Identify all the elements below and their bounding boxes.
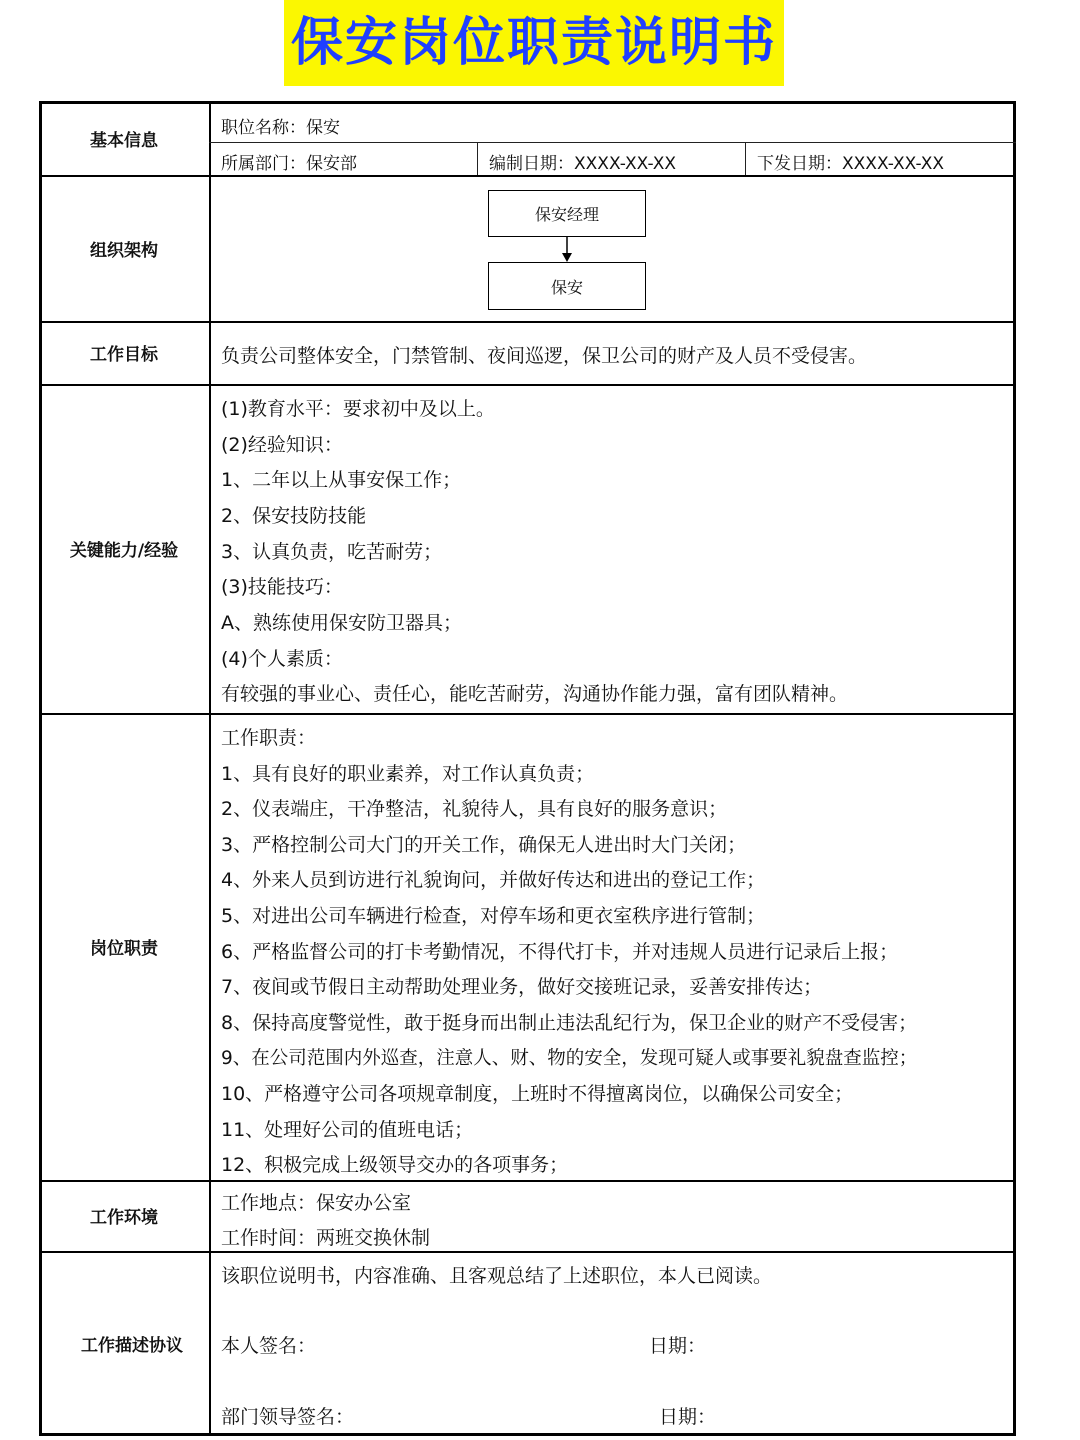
self-signature-field[interactable]: 本人签名：	[221, 1335, 317, 1357]
compile-date: 编制日期：XXXX-XX-XX	[489, 154, 677, 174]
leader-signature-field[interactable]: 部门领导签名：	[221, 1406, 355, 1428]
ability-line: (2)经验知识：	[221, 434, 343, 456]
label-column-divider	[209, 101, 211, 1436]
ability-line: (1)教育水平：要求初中及以上。	[221, 398, 495, 420]
duty-line: 9、在公司范围内外巡查，注意人、财、物的安全，发现可疑人或事要礼貌盘查监控；	[221, 1048, 918, 1069]
duty-line: 7、夜间或节假日主动帮助处理业务，做好交接班记录，妥善安排传达；	[221, 976, 823, 998]
ability-line: 有较强的事业心、责任心，能吃苦耐劳，沟通协作能力强，富有团队精神。	[221, 683, 849, 705]
duties-label: 岗位职责	[90, 939, 158, 959]
agreement-label: 工作描述协议	[81, 1336, 183, 1356]
self-sign-date-field[interactable]: 日期：	[649, 1335, 707, 1357]
agreement-statement: 该职位说明书，内容准确、且客观总结了上述职位，本人已阅读。	[221, 1265, 773, 1287]
department: 所属部门：保安部	[221, 154, 357, 174]
ability-line: (3)技能技巧：	[221, 576, 343, 598]
environment-label: 工作环境	[90, 1208, 158, 1228]
duty-line: 1、具有良好的职业素养，对工作认真负责；	[221, 763, 595, 785]
basic-info-divider	[745, 143, 746, 175]
ability-label: 关键能力/经验	[69, 541, 179, 561]
ability-line: 1、二年以上从事安保工作；	[221, 469, 462, 491]
org-node-manager: 保安经理	[488, 190, 646, 237]
work-location: 工作地点：保安办公室	[221, 1192, 412, 1214]
ability-line: 2、保安技防技能	[221, 505, 367, 527]
ability-line: 3、认真负责，吃苦耐劳；	[221, 541, 443, 563]
leader-sign-date-field[interactable]: 日期：	[659, 1406, 717, 1428]
goal-label: 工作目标	[90, 345, 158, 365]
org-structure-label: 组织架构	[90, 240, 158, 261]
ability-line: A、熟练使用保安防卫器具；	[221, 612, 462, 634]
issue-date: 下发日期：XXXX-XX-XX	[757, 154, 945, 174]
basic-info-divider	[477, 143, 478, 175]
duty-line: 12、积极完成上级领导交办的各项事务；	[221, 1154, 569, 1176]
goal-text: 负责公司整体安全，门禁管制、夜间巡逻，保卫公司的财产及人员不受侵害。	[221, 345, 868, 367]
work-hours: 工作时间：两班交换休制	[221, 1227, 431, 1249]
duty-line: 8、保持高度警觉性，敢于挺身而出制止违法乱纪行为，保卫企业的财产不受侵害；	[221, 1012, 918, 1034]
document-title: 保安岗位职责说明书	[284, 0, 784, 86]
ability-line: (4)个人素质：	[221, 648, 343, 670]
duty-line: 4、外来人员到访进行礼貌询问，并做好传达和进出的登记工作；	[221, 869, 766, 891]
org-node-guard: 保安	[488, 262, 646, 310]
duty-line: 5、对进出公司车辆进行检查，对停车场和更衣室秩序进行管制；	[221, 905, 766, 927]
duty-line: 11、处理好公司的值班电话；	[221, 1119, 474, 1141]
basic-info-label: 基本信息	[90, 130, 158, 151]
position-name: 职位名称：保安	[221, 118, 340, 138]
duty-line: 3、严格控制公司大门的开关工作，确保无人进出时大门关闭；	[221, 834, 747, 856]
basic-info-divider	[209, 142, 1016, 143]
job-description-table	[39, 101, 1016, 1436]
duty-line: 10、严格遵守公司各项规章制度，上班时不得擅离岗位，以确保公司安全；	[221, 1083, 854, 1105]
duty-line: 6、严格监督公司的打卡考勤情况，不得代打卡，并对违规人员进行记录后上报；	[221, 941, 899, 963]
duty-line: 2、仪表端庄，干净整洁，礼貌待人，具有良好的服务意识；	[221, 798, 728, 820]
org-arrow-icon	[557, 237, 577, 263]
duty-line: 工作职责：	[221, 727, 317, 749]
